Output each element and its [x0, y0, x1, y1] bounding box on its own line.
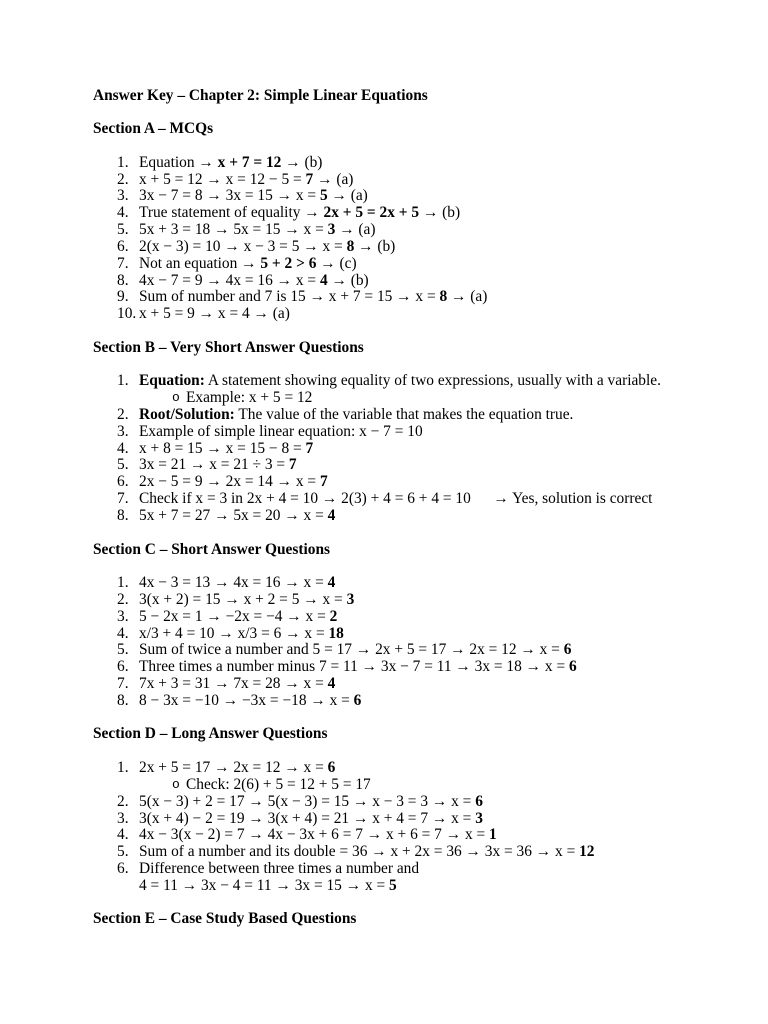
answer-highlight: 6	[563, 641, 572, 659]
list-item	[93, 609, 738, 626]
sub-list-item	[93, 777, 738, 794]
item-text	[139, 172, 353, 189]
answer-list	[93, 760, 738, 895]
text-run: → (b)	[354, 237, 396, 255]
item-text	[139, 794, 483, 811]
text-run: 2(x − 3) = 10 → x − 3 = 5 → x =	[139, 237, 347, 255]
item-text	[139, 222, 376, 239]
answer-list	[93, 155, 738, 323]
answer-highlight: 3	[346, 590, 355, 608]
item-text	[139, 659, 577, 676]
item-number: 9.	[117, 288, 129, 306]
item-text	[139, 474, 328, 491]
item-text	[139, 642, 571, 659]
text-run: → (c)	[316, 254, 357, 272]
list-item	[93, 205, 738, 222]
item-number: 6.	[117, 237, 129, 255]
text-run: 4x − 3 = 13 → 4x = 16 → x =	[139, 574, 328, 592]
item-number: 3.	[117, 422, 129, 440]
answer-highlight: 7	[305, 439, 314, 457]
item-number: 5.	[117, 641, 129, 659]
list-item	[93, 626, 738, 643]
list-item	[93, 575, 738, 592]
item-text	[139, 373, 661, 390]
answer-highlight: 1	[489, 826, 497, 844]
item-number: 7.	[117, 675, 129, 693]
item-text	[139, 188, 368, 205]
text-run: 4x − 3(x − 2) = 7 → 4x − 3x + 6 = 7 → x + 6 = 7 → x =	[139, 826, 490, 844]
answer-highlight: 5	[389, 876, 397, 894]
item-text	[139, 491, 652, 508]
section-b	[93, 340, 738, 525]
answer-highlight: 8	[346, 237, 355, 255]
text-run: True statement of equality →	[139, 204, 324, 222]
text-run: → (a)	[447, 288, 488, 306]
list-item	[93, 457, 738, 474]
section-heading: Section D – Long Answer Questions	[93, 725, 328, 743]
document-title: Answer Key – Chapter 2: Simple Linear Equations	[93, 86, 428, 104]
item-text	[139, 626, 344, 643]
item-number: 7.	[117, 490, 129, 508]
text-run: The value of the variable that makes the equation true.	[234, 406, 574, 424]
answer-highlight: 4	[327, 506, 336, 524]
section-a	[93, 121, 738, 323]
text-run: Sum of a number and its double = 36 → x + 2x = 36 → 3x = 36 → x =	[139, 843, 580, 861]
answer-list	[93, 373, 738, 524]
item-text	[139, 592, 354, 609]
text-run: → (b)	[281, 153, 323, 171]
text-run: → (a)	[327, 187, 368, 205]
answer-highlight: 7	[305, 170, 314, 188]
item-number: 10.	[117, 305, 137, 323]
list-item	[93, 306, 738, 323]
section-heading: Section C – Short Answer Questions	[93, 540, 331, 558]
item-text	[139, 760, 335, 777]
item-number: 6.	[117, 658, 129, 676]
list-item	[93, 373, 738, 390]
text-run: Sum of number and 7 is 15 → x + 7 = 15 → x =	[139, 288, 440, 306]
text-run: A statement showing equality of two expressions, usually with a variable.	[204, 372, 661, 390]
item-text	[139, 256, 357, 273]
answer-highlight: x + 7 = 12	[217, 153, 282, 171]
list-item	[93, 659, 738, 676]
item-text	[139, 457, 297, 474]
list-item	[93, 256, 738, 273]
answer-highlight: 4	[327, 675, 336, 693]
list-item	[93, 794, 738, 811]
item-text	[139, 273, 369, 290]
text-run: x + 5 = 12 → x = 12 − 5 =	[139, 170, 306, 188]
item-number: 1.	[117, 759, 129, 777]
item-number: 4.	[117, 624, 129, 642]
text-run: 3x − 7 = 8 → 3x = 15 → x =	[139, 187, 320, 205]
list-item	[93, 811, 738, 828]
list-item	[93, 424, 738, 441]
answer-highlight: 3	[475, 809, 483, 827]
text-run: x + 5 = 9 → x = 4 → (a)	[139, 305, 290, 323]
list-item	[93, 827, 738, 844]
list-item	[93, 155, 738, 172]
item-number: 7.	[117, 254, 129, 272]
item-number: 8.	[117, 271, 129, 289]
item-text	[139, 609, 337, 626]
sub-item-text: Example: x + 5 = 12	[186, 389, 313, 407]
list-item	[93, 289, 738, 306]
text-run: Sum of twice a number and 5 = 17 → 2x + 5 = 17 → 2x = 12 → x =	[139, 641, 564, 659]
list-item	[93, 407, 738, 424]
item-text	[139, 424, 423, 441]
item-number: 3.	[117, 187, 129, 205]
item-number: 4.	[117, 204, 129, 222]
item-text	[139, 844, 595, 861]
answer-highlight: 18	[328, 624, 344, 642]
item-number: 1.	[117, 153, 129, 171]
item-number: 4.	[117, 826, 129, 844]
list-item	[93, 642, 738, 659]
section-heading: Section E – Case Study Based Questions	[93, 910, 357, 928]
item-number: 5.	[117, 456, 129, 474]
answer-highlight: 5 + 2 > 6	[260, 254, 317, 272]
answer-highlight: 7	[319, 473, 328, 491]
text-run: → (a)	[313, 170, 354, 188]
item-number: 4.	[117, 439, 129, 457]
sub-bullet-marker: o	[172, 390, 180, 406]
sub-bullet-marker: o	[172, 776, 180, 792]
item-text	[139, 811, 483, 828]
item-text	[139, 827, 497, 844]
section-heading: Section A – MCQs	[93, 120, 214, 138]
answer-list	[93, 575, 738, 710]
sub-list-item	[93, 390, 738, 407]
list-item	[93, 188, 738, 205]
list-item	[93, 172, 738, 189]
list-item	[93, 222, 738, 239]
answer-highlight: 4	[327, 574, 336, 592]
section-e	[93, 911, 738, 928]
text-run: → (b)	[327, 271, 369, 289]
text-run: x + 8 = 15 → x = 15 − 8 =	[139, 439, 306, 457]
section-c	[93, 542, 738, 710]
answer-highlight: 6	[568, 658, 577, 676]
item-text	[139, 155, 322, 172]
answer-highlight: 8	[439, 288, 448, 306]
item-number: 5.	[117, 843, 129, 861]
item-text	[139, 861, 419, 895]
text-run: Equation →	[139, 153, 218, 171]
item-number: 1.	[117, 574, 129, 592]
text-run: Check if x = 3 in 2x + 4 = 10 → 2(3) + 4 = 6 + 4 = 10 → Yes, solution is correct	[139, 490, 653, 508]
answer-highlight: 4	[319, 271, 328, 289]
answer-highlight: Equation:	[139, 372, 205, 390]
text-run: 7x + 3 = 31 → 7x = 28 → x =	[139, 675, 328, 693]
sub-item-text: Check: 2(6) + 5 = 12 + 5 = 17	[186, 775, 371, 793]
text-run: 8 − 3x = −10 → −3x = −18 → x =	[139, 691, 354, 709]
item-number: 6.	[117, 473, 129, 491]
item-number: 8.	[117, 506, 129, 524]
item-number: 2.	[117, 590, 129, 608]
list-item	[93, 844, 738, 861]
item-number: 5.	[117, 221, 129, 239]
item-text	[139, 407, 573, 424]
answer-highlight: 5	[319, 187, 328, 205]
item-number: 2.	[117, 406, 129, 424]
list-item	[93, 474, 738, 491]
item-number: 6.	[117, 859, 129, 877]
item-text	[139, 289, 487, 306]
list-item	[93, 592, 738, 609]
item-text	[139, 693, 361, 710]
item-text	[139, 239, 395, 256]
list-item	[93, 239, 738, 256]
item-number: 1.	[117, 372, 129, 390]
answer-highlight: 7	[288, 456, 297, 474]
item-text	[139, 441, 313, 458]
item-text	[139, 575, 335, 592]
text-run: → (b)	[419, 204, 461, 222]
answer-highlight: Root/Solution:	[139, 406, 235, 424]
text-run: Not an equation →	[139, 254, 261, 272]
text-run: Difference between three times a number and 4 = 11 → 3x − 4 = 11 → 3x = 15 → x =	[139, 859, 420, 894]
list-item	[93, 441, 738, 458]
section-heading: Section B – Very Short Answer Questions	[93, 338, 364, 356]
text-run: 3(x + 2) = 15 → x + 2 = 5 → x =	[139, 590, 347, 608]
item-text	[139, 306, 290, 323]
list-item	[93, 676, 738, 693]
list-item	[93, 508, 738, 525]
item-number: 8.	[117, 691, 129, 709]
answer-highlight: 2	[329, 607, 338, 625]
answer-highlight: 2x + 5 = 2x + 5	[323, 204, 420, 222]
item-number: 3.	[117, 607, 129, 625]
answer-sections	[93, 121, 738, 928]
text-run: 2x − 5 = 9 → 2x = 14 → x =	[139, 473, 320, 491]
text-run: x/3 + 4 = 10 → x/3 = 6 → x =	[139, 624, 329, 642]
text-run: 5(x − 3) + 2 = 17 → 5(x − 3) = 15 → x − 3 = 3 → x =	[139, 792, 476, 810]
item-text	[139, 205, 460, 222]
text-run: 3x = 21 → x = 21 ÷ 3 =	[139, 456, 289, 474]
list-item	[93, 491, 738, 508]
answer-highlight: 6	[475, 792, 483, 810]
item-number: 2.	[117, 170, 129, 188]
item-text	[139, 676, 335, 693]
answer-highlight: 6	[353, 691, 362, 709]
item-number: 3.	[117, 809, 129, 827]
answer-highlight: 12	[579, 843, 595, 861]
text-run: 5x + 7 = 27 → 5x = 20 → x =	[139, 506, 328, 524]
answer-highlight: 3	[327, 221, 336, 239]
list-item	[93, 693, 738, 710]
answer-highlight: 6	[327, 759, 336, 777]
list-item	[93, 760, 738, 777]
section-d	[93, 726, 738, 894]
text-run: 5x + 3 = 18 → 5x = 15 → x =	[139, 221, 328, 239]
text-run: Example of simple linear equation: x − 7 = 10	[139, 422, 423, 440]
text-run: 3(x + 4) − 2 = 19 → 3(x + 4) = 21 → x + 4 = 7 → x =	[139, 809, 476, 827]
text-run: 4x − 7 = 9 → 4x = 16 → x =	[139, 271, 320, 289]
item-number: 2.	[117, 792, 129, 810]
text-run: 5 − 2x = 1 → −2x = −4 → x =	[139, 607, 330, 625]
text-run: Three times a number minus 7 = 11 → 3x − 7 = 11 → 3x = 18 → x =	[139, 658, 569, 676]
item-text	[139, 508, 335, 525]
list-item	[93, 861, 738, 895]
text-run: 2x + 5 = 17 → 2x = 12 → x =	[139, 759, 328, 777]
list-item	[93, 273, 738, 290]
text-run: → (a)	[335, 221, 376, 239]
